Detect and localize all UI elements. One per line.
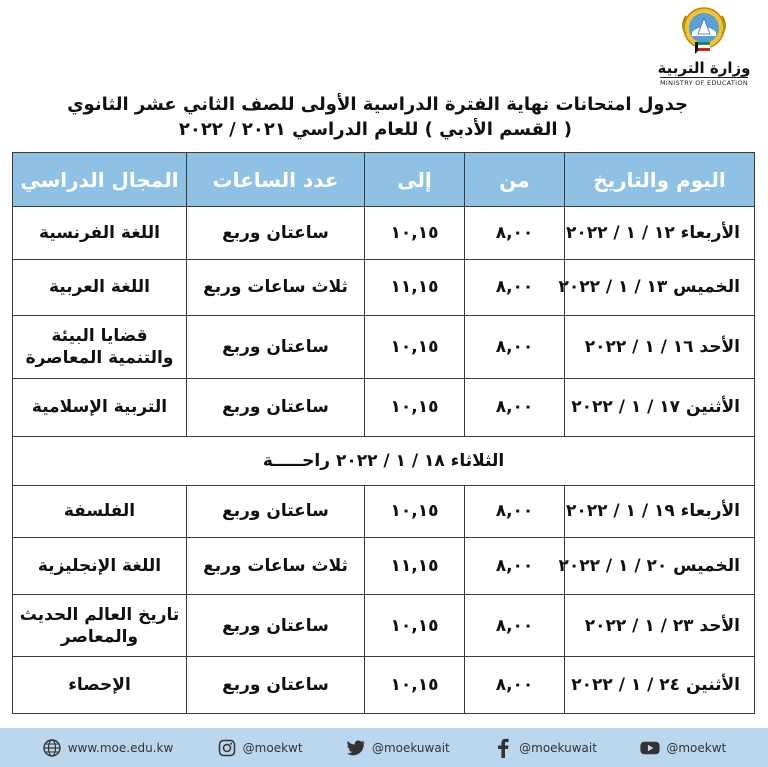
facebook-icon (493, 738, 513, 758)
globe-icon (42, 738, 62, 758)
cell-to: ١٠,١٥ (365, 657, 465, 714)
instagram-icon (217, 738, 237, 758)
youtube-icon (640, 738, 660, 758)
cell-from: ٨,٠٠ (465, 657, 565, 714)
page-title: جدول امتحانات نهاية الفترة الدراسية الأولى للصف الثاني عشر الثانوي (67, 94, 688, 115)
cell-hours: ساعتان وربع (187, 657, 365, 714)
footer-bar (0, 728, 768, 767)
cell-subject: التربية الإسلامية (13, 378, 187, 437)
cell-to: ١٠,١٥ (365, 594, 465, 657)
cell-subject: اللغة الفرنسية (13, 207, 187, 260)
footer-youtube[interactable] (640, 738, 726, 758)
cell-from: ٨,٠٠ (465, 538, 565, 595)
cell-from: ٨,٠٠ (465, 594, 565, 657)
table-row (13, 538, 755, 595)
website-link[interactable]: www.moe.edu.kw (67, 740, 174, 755)
exam-schedule-table (12, 152, 755, 714)
table-row (13, 594, 755, 657)
logo-name-arabic: وزارة التربية (657, 59, 751, 77)
table-row (13, 207, 755, 260)
cell-subject: تاريخ العالم الحديث والمعاصر (13, 594, 187, 657)
cell-day: الأربعاء ١٩ / ١ / ٢٠٢٢ (565, 485, 755, 538)
header-hours: عدد الساعات (187, 153, 365, 207)
logo-name-english: MINISTRY OF EDUCATION (660, 79, 748, 87)
cell-from: ٨,٠٠ (465, 259, 565, 316)
youtube-handle[interactable]: @moekwt (666, 740, 727, 755)
cell-to: ١١,١٥ (365, 259, 465, 316)
table-row (13, 259, 755, 316)
cell-hours: ساعتان وربع (187, 207, 365, 260)
instagram-handle[interactable]: @moekwt (242, 740, 303, 755)
header-from: من (465, 153, 565, 207)
cell-from: ٨,٠٠ (465, 316, 565, 379)
cell-day: الخميس ٢٠ / ١ / ٢٠٢٢ (565, 538, 755, 595)
header-to: إلى (365, 153, 465, 207)
cell-to: ١٠,١٥ (365, 316, 465, 379)
cell-hours: ثلاث ساعات وربع (187, 259, 365, 316)
cell-from: ٨,٠٠ (465, 378, 565, 437)
cell-day: الأربعاء ١٢ / ١ / ٢٠٢٢ (565, 207, 755, 260)
header-day-date: اليوم والتاريخ (565, 153, 755, 207)
twitter-handle[interactable]: @moekuwait (371, 740, 450, 755)
header-subject: المجال الدراسي (13, 153, 187, 207)
cell-day: الأحد ١٦ / ١ / ٢٠٢٢ (565, 316, 755, 379)
cell-hours: ساعتان وربع (187, 485, 365, 538)
table-row (13, 657, 755, 714)
table-row (13, 316, 755, 379)
cell-day: الأثنين ١٧ / ١ / ٢٠٢٢ (565, 378, 755, 437)
cell-day: الأحد ٢٣ / ١ / ٢٠٢٢ (565, 594, 755, 657)
footer-facebook[interactable] (493, 738, 597, 758)
cell-hours: ساعتان وربع (187, 594, 365, 657)
cell-subject: الفلسفة (13, 485, 187, 538)
cell-subject: اللغة العربية (13, 259, 187, 316)
rest-day-cell: الثلاثاء ١٨ / ١ / ٢٠٢٢ راحـــــة (13, 437, 755, 485)
rest-day-row (13, 437, 755, 485)
facebook-handle[interactable]: @moekuwait (519, 740, 597, 755)
cell-to: ١٠,١٥ (365, 207, 465, 260)
cell-from: ٨,٠٠ (465, 207, 565, 260)
footer-instagram[interactable] (217, 738, 303, 758)
ministry-logo (654, 4, 754, 96)
cell-hours: ثلاث ساعات وربع (187, 538, 365, 595)
table-row (13, 378, 755, 437)
table-header-row (13, 153, 755, 207)
cell-from: ٨,٠٠ (465, 485, 565, 538)
cell-subject: اللغة الإنجليزية (13, 538, 187, 595)
footer-website[interactable] (42, 738, 174, 758)
cell-to: ١٠,١٥ (365, 378, 465, 437)
cell-hours: ساعتان وربع (187, 316, 365, 379)
kuwait-emblem-icon (674, 4, 734, 58)
cell-to: ١٠,١٥ (365, 485, 465, 538)
cell-subject: الإحصاء (13, 657, 187, 714)
cell-day: الأثنين ٢٤ / ١ / ٢٠٢٢ (565, 657, 755, 714)
twitter-icon (346, 738, 366, 758)
table-row (13, 485, 755, 538)
cell-to: ١١,١٥ (365, 538, 465, 595)
cell-day: الخميس ١٣ / ١ / ٢٠٢٢ (565, 259, 755, 316)
page-subtitle: ( القسم الأدبي ) للعام الدراسي ٢٠٢١ / ٢٠٢٢ (178, 119, 572, 140)
footer-twitter[interactable] (346, 738, 450, 758)
cell-hours: ساعتان وربع (187, 378, 365, 437)
cell-subject: قضايا البيئة والتنمية المعاصرة (13, 316, 187, 379)
